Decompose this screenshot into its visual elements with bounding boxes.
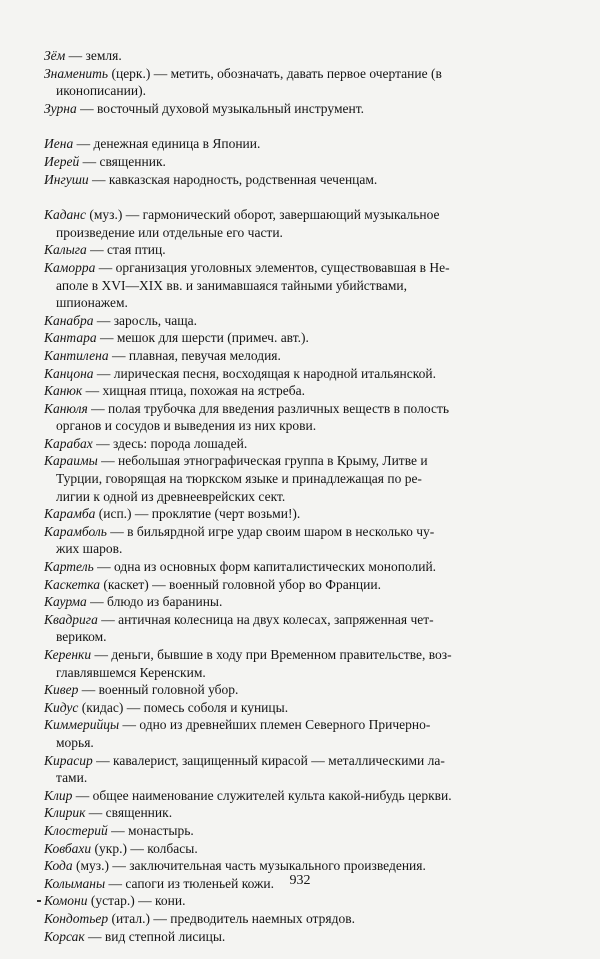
entry-continuation: главлявшемся Керенским.	[56, 664, 206, 680]
entry-term: Кирасир	[44, 752, 93, 768]
entry-continuation: вериком.	[56, 629, 107, 645]
glossary-entry	[44, 135, 556, 153]
entry-definition: (укр.) — колбасы.	[91, 840, 198, 856]
glossary-entry	[44, 892, 556, 910]
glossary-entry	[44, 804, 556, 822]
entry-continuation: аполе в XVI—XIX вв. и занимавшаяся тайными убийствами,	[56, 277, 408, 293]
entry-term: Комони	[44, 893, 88, 909]
glossary-entry	[44, 699, 556, 717]
glossary-entry	[44, 576, 556, 594]
entry-definition: — лирическая песня, восходящая к народной итальянской.	[93, 365, 436, 381]
entry-definition: (муз.) — заключительная часть музыкального произведения.	[72, 858, 426, 874]
glossary-entry	[44, 910, 556, 928]
entry-term: Керенки	[44, 647, 92, 662]
entry-term: Иерей	[44, 153, 80, 169]
glossary-entry	[44, 452, 556, 505]
entry-continuation: шпионажем.	[56, 295, 128, 311]
entry-definition: — античная колесница на двух колесах, запряженная чет-	[97, 611, 434, 627]
glossary-entry	[44, 822, 556, 840]
entry-definition: — священник.	[85, 805, 173, 821]
entry-term: Канюк	[44, 383, 83, 399]
entry-term: Зурна	[44, 100, 77, 116]
entry-term: Квадрига	[44, 611, 98, 627]
entry-definition: — хищная птица, похожая на ястреба.	[82, 383, 306, 399]
entry-term: Карамболь	[44, 523, 107, 539]
entry-definition: — священник.	[79, 153, 166, 169]
entry-definition: — деньги, бывшие в ходу при Временном правительстве, воз-	[91, 647, 452, 662]
entry-definition: — заросль, чаща.	[93, 312, 198, 328]
entry-definition: — одна из основных форм капиталистических монополий.	[93, 559, 437, 575]
glossary-entry	[44, 171, 556, 189]
entry-continuation: тами.	[56, 770, 88, 786]
glossary-entry	[44, 382, 556, 400]
glossary-entry	[44, 928, 556, 946]
glossary-group	[44, 47, 556, 117]
entry-term: Клир	[44, 787, 73, 803]
page-number: 932	[289, 873, 311, 888]
entry-term: Канабра	[44, 312, 94, 328]
entry-definition: — одно из древнейших племен Северного Причерно-	[119, 717, 431, 733]
entry-term: Карамба	[44, 506, 96, 522]
entry-definition: (кидас) — помесь соболя и куницы.	[78, 699, 289, 715]
glossary-entry	[44, 312, 556, 330]
entry-definition: — небольшая этнографическая группа в Крыму, Литве и	[97, 453, 428, 469]
entry-definition: — монастырь.	[107, 822, 194, 838]
glossary-entry	[44, 435, 556, 453]
entry-definition: (итал.) — предводитель наемных отрядов.	[108, 910, 355, 926]
glossary-entry	[44, 65, 556, 100]
glossary-entry	[44, 523, 556, 558]
entry-definition: — блюдо из баранины.	[86, 594, 223, 610]
entry-term: Корсак	[44, 928, 85, 944]
entry-term: Канцона	[44, 365, 94, 381]
entry-term: Ингуши	[44, 171, 89, 187]
entry-definition: — плавная, певучая мелодия.	[108, 347, 281, 363]
entry-continuation: произведение или отдельные его части.	[56, 224, 283, 240]
entry-continuation: морья.	[56, 734, 94, 750]
entry-definition: — стая птиц.	[86, 242, 166, 258]
entry-definition: — денежная единица в Японии.	[73, 136, 261, 152]
entry-definition: — кавказская народность, родственная чеченцам.	[88, 171, 378, 187]
glossary-entry	[44, 505, 556, 523]
glossary-entry	[44, 646, 556, 681]
glossary-group	[44, 135, 556, 188]
entry-continuation: жих шаров.	[56, 541, 123, 557]
entry-definition: — восточный духовой музыкальный инструмент.	[76, 100, 364, 116]
glossary-entry	[44, 611, 556, 646]
entry-term: Кидус	[44, 699, 79, 715]
entry-continuation: иконописании).	[56, 83, 146, 99]
entry-definition: (муз.) — гармонический оборот, завершающий музыкальное	[85, 207, 440, 223]
entry-continuation: лигии к одной из древнееврейских сект.	[56, 488, 286, 504]
glossary-entry	[44, 47, 556, 65]
entry-term: Клостерий	[44, 822, 108, 838]
glossary-entry	[44, 100, 556, 118]
entry-term: Кода	[44, 858, 73, 874]
entry-term: Карабах	[44, 435, 93, 451]
entry-term: Караимы	[44, 453, 98, 469]
glossary-entry	[44, 365, 556, 383]
glossary-entry	[44, 206, 556, 241]
glossary-entry	[44, 347, 556, 365]
entry-definition: — кавалерист, защищенный кирасой — металлическими ла-	[92, 752, 445, 768]
entry-definition: — в бильярдной игре удар своим шаром в несколько чу-	[106, 523, 435, 539]
entry-term: Канюля	[44, 400, 88, 416]
entry-term: Зём	[44, 48, 66, 63]
entry-term: Каданс	[44, 207, 86, 223]
glossary-entry	[44, 558, 556, 576]
entry-definition: (церк.) — метить, обозначать, давать первое очертание (в	[108, 65, 442, 81]
glossary-entry	[44, 681, 556, 699]
entry-term: Колыманы	[44, 875, 106, 891]
entry-definition: — здесь: порода лошадей.	[92, 435, 248, 451]
glossary-entry	[44, 593, 556, 611]
entry-definition: — вид степной лисицы.	[84, 928, 226, 944]
glossary-entry	[44, 840, 556, 858]
glossary-entry	[44, 400, 556, 435]
glossary-entry	[44, 329, 556, 347]
entry-definition: (каскет) — военный головной убор во Франции.	[99, 576, 381, 592]
glossary-body	[44, 47, 556, 959]
entry-definition: — организация уголовных элементов, существовавшая в Не-	[95, 259, 450, 275]
entry-continuation: органов и сосудов и выведения из них крови.	[56, 418, 317, 434]
entry-definition: (исп.) — проклятие (черт возьми!).	[95, 506, 301, 522]
entry-term: Картель	[44, 559, 94, 575]
glossary-entry	[44, 787, 556, 805]
entry-definition: (устар.) — кони.	[87, 893, 186, 909]
margin-mark	[37, 900, 41, 902]
entry-term: Кантара	[44, 330, 97, 346]
glossary-entry	[44, 716, 556, 751]
entry-term: Клирик	[44, 805, 86, 821]
entry-term: Ковбахи	[44, 840, 92, 856]
entry-term: Знаменить	[44, 65, 109, 81]
entry-term: Каморра	[44, 259, 96, 275]
glossary-entry	[44, 752, 556, 787]
entry-definition: — земля.	[65, 48, 122, 63]
entry-term: Киммерийцы	[44, 717, 120, 733]
entry-term: Каскетка	[44, 576, 100, 592]
glossary-group	[44, 206, 556, 945]
entry-term: Калыга	[44, 242, 87, 258]
entry-definition: — военный головной убор.	[78, 682, 239, 698]
entry-term: Иена	[44, 136, 74, 152]
entry-definition: — полая трубочка для введения различных веществ в полость	[87, 400, 449, 416]
glossary-entry	[44, 259, 556, 312]
entry-term: Каурма	[44, 594, 87, 610]
entry-term: Кивер	[44, 682, 79, 698]
entry-definition: — сапоги из тюленьей кожи.	[105, 875, 274, 891]
entry-definition: — мешок для шерсти (примеч. авт.).	[96, 330, 309, 346]
entry-term: Кантилена	[44, 347, 109, 363]
entry-continuation: Турции, говорящая на тюркском языке и принадлежащая по ре-	[56, 471, 422, 487]
glossary-entry	[44, 241, 556, 259]
entry-definition: — общее наименование служителей культа какой-нибудь церкви.	[72, 787, 452, 803]
glossary-entry	[44, 153, 556, 171]
entry-term: Кондотьер	[44, 910, 109, 926]
